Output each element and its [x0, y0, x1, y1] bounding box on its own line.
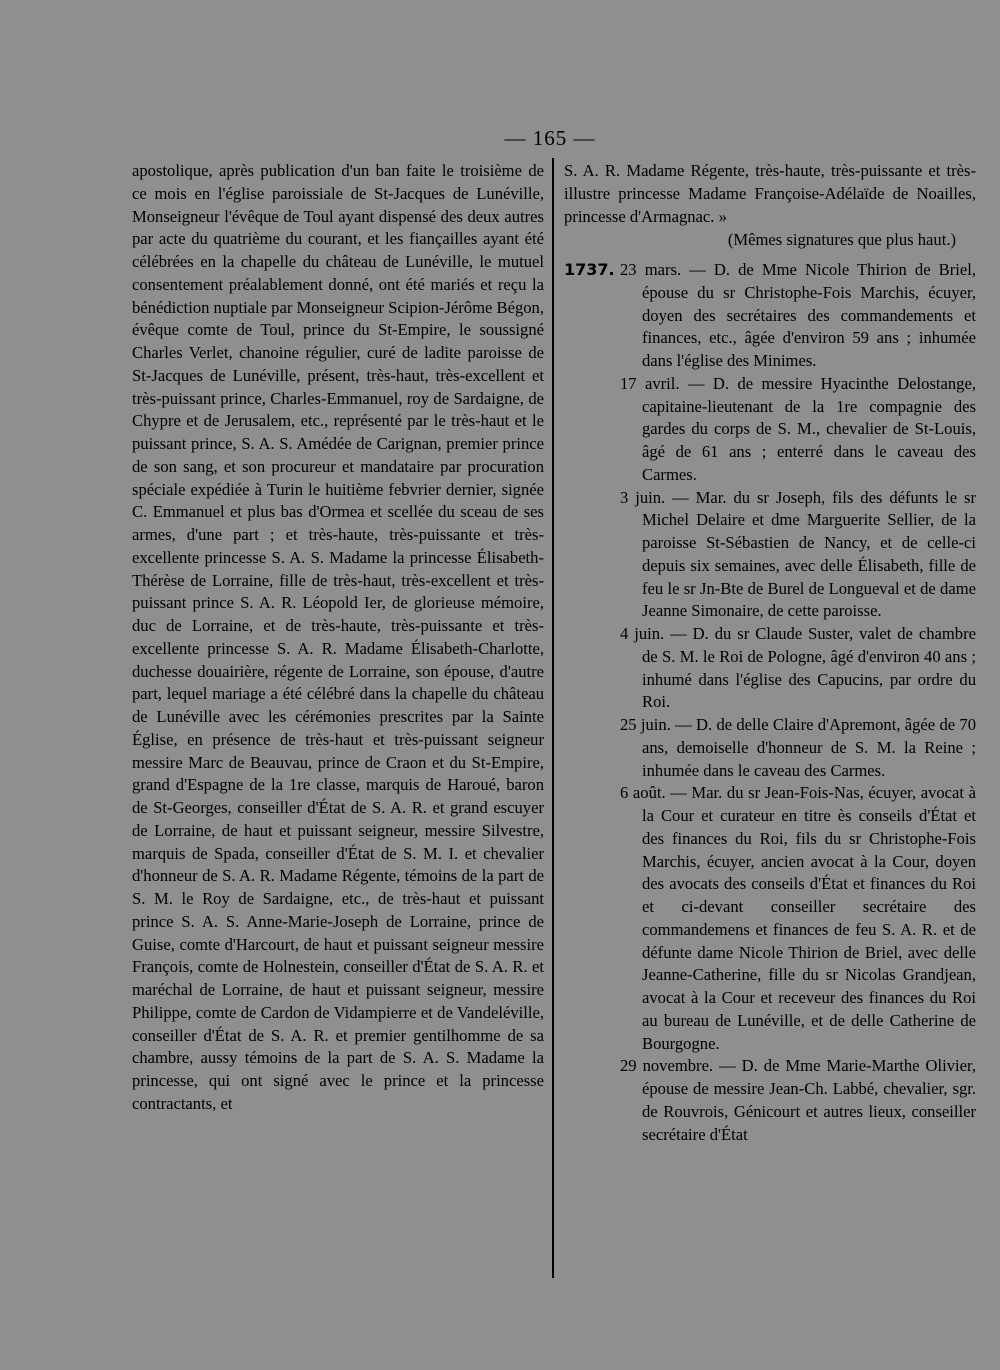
- register-entry: 6 août. — Mar. du sr Jean-Fois-Nas, écuyer, avocat à la Cour et curateur en titre ès conseils d'État et des finances du Roi, fils du sr Christophe-Fois Marchis, écuyer, ancien avocat à la Cour, doyen des avocats des conseils d'État et finances du Roi et ci-devant conseiller secrétaire des commandemens et finances de feu S. A. R. et de défunte dame Nicole Thirion de Briel, avec delle Jeanne-Catherine, fille du sr Nicolas Grandjean, avocat à la Cour et receveur des finances du Roi au bureau de Lunéville, et de delle Catherine de Bourgogne.: [620, 783, 976, 1053]
- register-entry-block: [564, 714, 976, 782]
- page-number: — 165 —: [504, 126, 596, 150]
- year-block: [564, 259, 976, 373]
- left-column: [132, 160, 544, 1116]
- right-column-intro: S. A. R. Madame Régente, très-haute, très-puissante et très-illustre princesse Madame Françoise-Adélaïde de Noailles, princesse d'Armagnac. »: [564, 161, 976, 226]
- register-entry: 29 novembre. — D. de Mme Marie-Marthe Olivier, épouse de messire Jean-Ch. Labbé, chevalier, sgr. de Rouvrois, Génicourt et autres lieux, conseiller secrétaire d'État: [620, 1056, 976, 1144]
- register-entry-block: [564, 1055, 976, 1146]
- register-entry-block: [564, 623, 976, 714]
- column-divider: [552, 158, 554, 1278]
- register-entry: 25 juin. — D. de delle Claire d'Apremont, âgée de 70 ans, demoiselle d'honneur de S. M. la Reine ; inhumée dans le caveau des Carmes.: [620, 715, 976, 780]
- register-entry-block: [564, 373, 976, 487]
- register-entry: 23 mars. — D. de Mme Nicole Thirion de Briel, épouse du sr Christophe-Fois Marchis, écuyer, doyen des secrétaires des commandements et finances, etc., âgée d'environ 59 ans ; inhumée dans l'église des Minimes.: [620, 260, 976, 370]
- register-entry: 17 avril. — D. de messire Hyacinthe Delostange, capitaine-lieutenant de la 1re compagnie des gardes du corps de S. M., chevalier de St-Louis, âgé de 61 ans ; enterré dans le caveau des Carmes.: [620, 373, 976, 484]
- signatures-note: (Mêmes signatures que plus haut.): [727, 230, 956, 250]
- register-entry: 4 juin. — D. du sr Claude Suster, valet de chambre de S. M. le Roi de Pologne, âgé d'environ 40 ans ; inhumé dans l'église des Capucins, par ordre du Roi.: [620, 624, 976, 712]
- right-column: [564, 160, 976, 1146]
- register-entry-block: [564, 782, 976, 1055]
- register-entry: 3 juin. — Mar. du sr Joseph, fils des défunts le sr Michel Delaire et dme Marguerite Sellier, de la paroisse St-Sébastien de Nancy, et de celle-ci depuis six semaines, avec delle Élisabeth, fille de feu le sr Jn-Bte de Burel de Longueval et de dame Jeanne Simonaire, de cette paroisse.: [620, 487, 976, 621]
- left-column-text: apostolique, après publication d'un ban faite le troisième de ce mois en l'église paroissiale de St-Jacques de Lunéville, Monseigneur l'évêque de Toul ayant dispensé des deux autres par acte du quatrième du courant, et les fiançailles ayant été célébrées en la chapelle du château de Lunéville, le mutuel consentement préalablement donné, ont été mariés et reçu la bénédiction nuptiale par Monseigneur Scipion-Jérôme Bégon, évêque comte de Toul, prince du St-Empire, le soussigné Charles Verlet, chanoine régulier, curé de ladite paroisse de St-Jacques de Lunéville, présent, très-haut, très-excellent et très-puissant prince, Charles-Emmanuel, roy de Sardaigne, de Chypre et de Jerusalem, etc., représenté par le très-haut et le puissant prince, S. A. S. Amédée de Carignan, premier prince de son sang, et son procureur et mandataire par procuration spéciale expédiée à Turin le huitième febvrier dernier, signée C. Emmanuel et plus bas d'Ormea et scellée du sceau de ses armes, d'une part ; et très-haute, très-puissante et très-excellente princesse S. A. S. Madame la princesse Élisabeth-Thérèse de Lorraine, fille de très-haut, très-excellent et très-puissant prince S. A. R. Léopold Ier, de glorieuse mémoire, duc de Lorraine, et de très-haute, très-puissante et très-excellente princesse S. A. R. Madame Élisabeth-Charlotte, duchesse douairière, régente de Lorraine, son épouse, d'autre part, lequel mariage a été célébré dans la chapelle du château de Lunéville avec les cérémonies prescrites par la Sainte Église, en présence de très-haut et très-puissant seigneur messire Marc de Beauvau, prince de Craon et du St-Empire, grand d'Espagne de la 1re classe, marquis de Haroué, baron de St-Georges, conseiller d'État de S. A. R. et grand escuyer de Lorraine, de haut et puissant seigneur, messire Silvestre, marquis de Spada, conseiller d'État de S. M. I. et chevalier d'honneur de S. A. R. Madame Régente, témoins de la part de S. M. le Roy de Sardaigne, etc., de très-haut et puissant prince S. A. S. Anne-Marie-Joseph de Lorraine, prince de Guise, comte d'Harcourt, de haut et puissant seigneur messire François, comte de Holnestein, conseiller d'État de S. A. R. et maréchal de Lorraine, de haut et puissant seigneur, messire Philippe, comte de Cardon de Vidampierre et de Vandeléville, conseiller d'État de S. A. R. et premier gentilhomme de sa chambre, aussy témoins de la part de S. A. S. Madame la princesse, qui ont signé avec le prince et la princesse contractants, et: [132, 161, 544, 1113]
- year-label: 1737.: [564, 260, 615, 279]
- register-entry-block: [564, 487, 976, 624]
